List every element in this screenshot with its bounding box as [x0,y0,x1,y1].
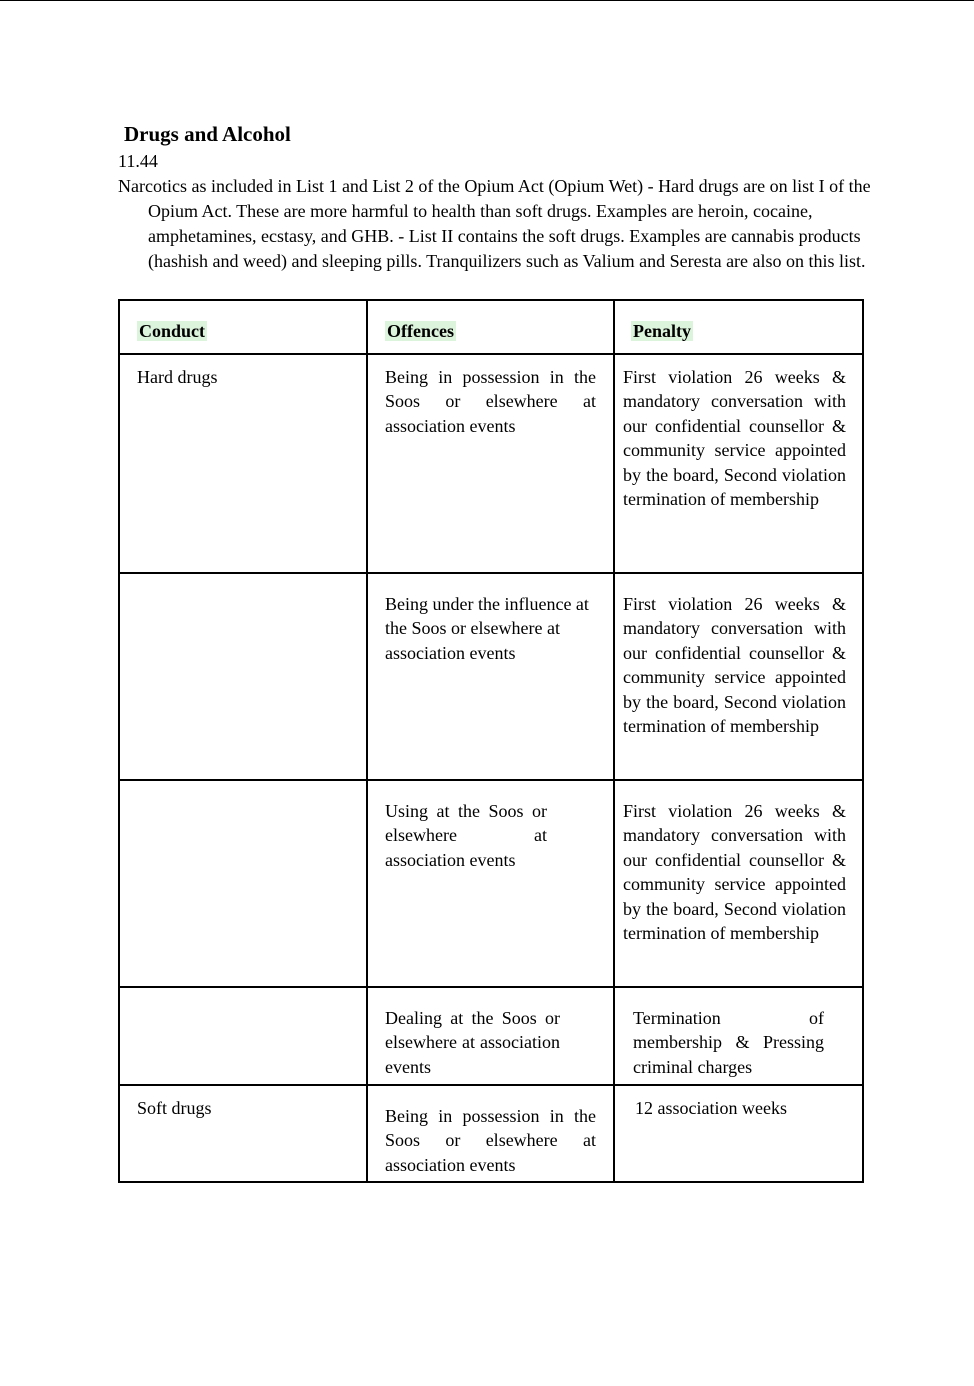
drugs-penalty-table [118,299,864,1183]
header-offences: Offences [387,321,454,341]
penalty-cell [614,780,863,987]
offence-text: Dealing at the Soos or elsewhere at association events [385,1008,560,1077]
offence-text: Being in possession in the Soos or elsewhere at association events [385,1106,596,1175]
offence-cell [367,354,614,573]
conduct-cell [119,573,367,780]
table-row [119,354,863,573]
table-row [119,780,863,987]
conduct-cell [119,987,367,1085]
header-cell-offences [367,300,614,354]
offence-text: Being in possession in the Soos or elsewhere at association events [385,367,596,436]
penalty-cell [614,573,863,780]
page-top-rule [0,0,974,1]
penalty-cell [614,354,863,573]
section-heading: Drugs and Alcohol [124,122,291,146]
offence-text: Using at the Soos or elsewhere at association events [385,801,547,870]
header-cell-conduct [119,300,367,354]
offence-cell [367,573,614,780]
conduct-cell [119,780,367,987]
conduct-text: Soft drugs [137,1098,212,1118]
table-row [119,573,863,780]
conduct-text [120,781,366,799]
conduct-cell [119,1085,367,1182]
conduct-cell [119,354,367,573]
table-row [119,987,863,1085]
conduct-text: Hard drugs [137,367,218,387]
intro-paragraph: Narcotics as included in List 1 and List 2 of the Opium Act (Opium Wet) - Hard drugs are on list I of the Opium Act. These are more harmful to health than soft drugs. Examples are heroin, cocaine, amphetamines, ecstasy, and GHB. - List II contains the soft drugs. Examples are cannabis products (hashish and weed) and sleeping pills. Tranquilizers such as Valium and Seresta are also on this list. [118,176,871,271]
offence-text: Being under the influence at the Soos or elsewhere at association events [385,594,589,663]
penalty-text: 12 association weeks [635,1098,787,1118]
table-header-row [119,300,863,354]
penalty-text: Termination of membership & Pressing criminal charges [633,1008,824,1077]
penalty-text: First violation 26 weeks & mandatory conversation with our confidential counsellor & community service appointed by the board, Second violation termination of membership [623,594,846,737]
offence-cell [367,780,614,987]
penalty-text: First violation 26 weeks & mandatory conversation with our confidential counsellor & community service appointed by the board, Second violation termination of membership [623,367,846,510]
conduct-text [120,574,366,592]
penalty-cell [614,1085,863,1182]
header-conduct: Conduct [139,321,206,341]
table-row [119,1085,863,1182]
offence-cell [367,1085,614,1182]
header-penalty: Penalty [633,321,691,341]
section-number: 11.44 [118,151,158,171]
penalty-text: First violation 26 weeks & mandatory conversation with our confidential counsellor & community service appointed by the board, Second violation termination of membership [623,801,846,944]
conduct-text [120,988,366,1006]
offence-cell [367,987,614,1085]
header-cell-penalty [614,300,863,354]
penalty-cell [614,987,863,1085]
